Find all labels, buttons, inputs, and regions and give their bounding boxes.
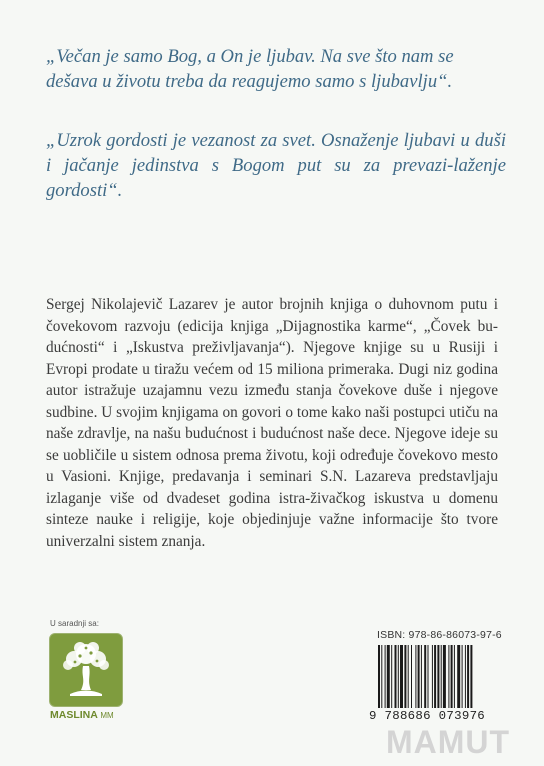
publisher-name-suffix: MM <box>100 711 114 720</box>
barcode-bar <box>434 645 436 708</box>
barcode-bar <box>441 645 442 708</box>
barcode-bar <box>378 645 380 708</box>
author-biography: Sergej Nikolajevič Lazarev je autor brojnih knjiga o duhovnom putu i čovekovom razvoju (edicija knjiga „Dijagnostika karme“, „Čovek bu-dućnosti“ i „Iskustva preživljavanja“). Njegove knjige su u Rusiji i Evropi prodate u tiražu većem od 15 miliona primeraka. Dugi niz godina autor istražuje uzajamnu vezu između stanja čovekove duše i njegove sudbine. U svojim knjigama on govori o tome kako naši postupci utiču na naše zdravlje, na našu budućnost i budućnost naše dece. Njegove ideje su se uobličile u sistem odnosa prema životu, koji određuje čovekovo mesto u Vasioni. Knjige, predavanja i seminari S.N. Lazareva predstavljaju izlaganje više od dvadeset godina istra-živačkog iskustva u domenu sinteze nauke i religije, koje objedinjuje važne informacije što tvore univerzalni sistem znanja. <box>46 296 498 550</box>
barcode <box>378 645 508 708</box>
barcode-bar <box>411 645 412 708</box>
barcode-bar <box>437 645 439 708</box>
barcode-bar <box>454 645 455 708</box>
barcode-bar <box>448 645 449 708</box>
olive-tree-icon <box>50 634 122 706</box>
barcode-bar <box>457 645 460 708</box>
barcode-bar <box>470 645 472 708</box>
barcode-bar <box>421 645 422 708</box>
barcode-bar <box>428 645 429 708</box>
barcode-number: 9 788686 073976 <box>369 709 486 723</box>
barcode-bar <box>400 645 403 708</box>
barcode-bar <box>387 645 390 708</box>
barcode-bar <box>443 645 446 708</box>
barcode-bar <box>432 645 433 708</box>
barcode-bar <box>408 645 409 708</box>
barcode-bar <box>398 645 399 708</box>
barcode-bar <box>381 645 382 708</box>
barcode-bar <box>404 645 406 708</box>
barcode-bar <box>467 645 469 708</box>
quote-2: „Uzrok gordosti je vezanost za svet. Osnaženje ljubavi u duši i jačanje jedinstva s Bogom put su za prevazi-laženje gordosti“. <box>46 130 506 201</box>
barcode-bar <box>451 645 453 708</box>
publisher-name <box>50 709 114 721</box>
barcode-bar <box>415 645 416 708</box>
isbn-label: ISBN: 978-86-86073-97-6 <box>377 629 502 641</box>
barcode-bar <box>418 645 420 708</box>
barcode-bar <box>395 645 397 708</box>
watermark: MAMUT <box>386 724 511 760</box>
collaboration-label: U saradnji sa: <box>50 619 99 628</box>
barcode-bar <box>424 645 426 708</box>
barcode-bar <box>465 645 466 708</box>
barcode-bar <box>462 645 463 708</box>
publisher-name-main: MASLINA <box>50 709 98 721</box>
barcode-bar <box>385 645 386 708</box>
quote-1: „Večan je samo Bog, a On je ljubav. Na sve što nam se dešava u životu treba da reagujemo samo s ljubavlju“. <box>46 46 454 92</box>
publisher-logo <box>49 633 123 707</box>
barcode-bar <box>391 645 392 708</box>
